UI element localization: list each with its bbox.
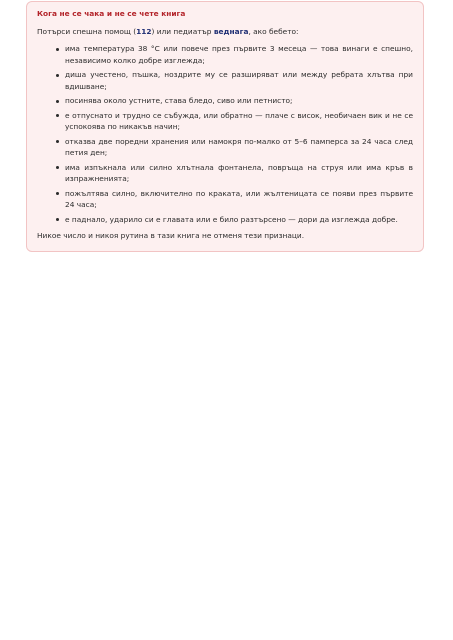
list-item bbox=[56, 136, 413, 159]
list-item-text: отказва две поредни хранения или намокря по-малко от 5–6 памперса за 24 часа след петия ден; bbox=[65, 136, 413, 157]
list-item bbox=[56, 214, 413, 226]
callout-intro bbox=[37, 26, 413, 38]
list-item-text: е паднало, ударило си е главата или е било разтърсено — дори да изглежда добре. bbox=[65, 214, 398, 224]
warning-callout bbox=[26, 1, 424, 252]
bullet-icon bbox=[56, 218, 59, 221]
bullet-icon bbox=[56, 140, 59, 143]
bullet-icon bbox=[56, 166, 59, 169]
warning-signs-list bbox=[37, 43, 413, 225]
list-item bbox=[56, 110, 413, 133]
list-item-text: е отпуснато и трудно се събужда, или обратно — плаче с висок, необичаен вик и не се успокоява по никакъв начин; bbox=[65, 110, 413, 131]
bullet-icon bbox=[56, 192, 59, 195]
list-item-text: има температура 38 °C или повече през първите 3 месеца — това винаги е спешно, независимо колко добре изглежда; bbox=[65, 44, 413, 65]
bullet-icon bbox=[56, 74, 59, 77]
list-item-text: има изпъкнала или силно хлътнала фонтанела, повръща на струя или има кръв в изпражненията; bbox=[65, 162, 413, 183]
list-item-text: диша учестено, пъшка, ноздрите му се разширяват или между ребрата хлътва при вдишване; bbox=[65, 70, 413, 91]
bullet-icon bbox=[56, 48, 59, 51]
emergency-number: 112 bbox=[136, 27, 152, 36]
bullet-icon bbox=[56, 114, 59, 117]
list-item bbox=[56, 162, 413, 185]
callout-title: Кога не се чака и не се чете книга bbox=[37, 9, 186, 18]
intro-prefix: Потърси спешна помощ ( bbox=[37, 27, 137, 36]
intro-suffix: , ако бебето: bbox=[248, 27, 299, 36]
callout-outro: Никое число и никоя рутина в тази книга не отменя тези признаци. bbox=[37, 231, 305, 240]
intro-middle: ) или педиатър bbox=[151, 27, 214, 36]
list-item bbox=[56, 95, 413, 107]
list-item bbox=[56, 69, 413, 92]
list-item-text: посинява около устните, става бледо, сиво или петнисто; bbox=[65, 96, 293, 105]
list-item-text: пожълтява силно, включително по краката, или жълтеницата се появи през първите 24 часа; bbox=[65, 188, 413, 209]
list-item bbox=[56, 188, 413, 211]
bullet-icon bbox=[56, 100, 59, 103]
list-item bbox=[56, 43, 413, 66]
intro-emphasis: веднага bbox=[213, 27, 249, 36]
